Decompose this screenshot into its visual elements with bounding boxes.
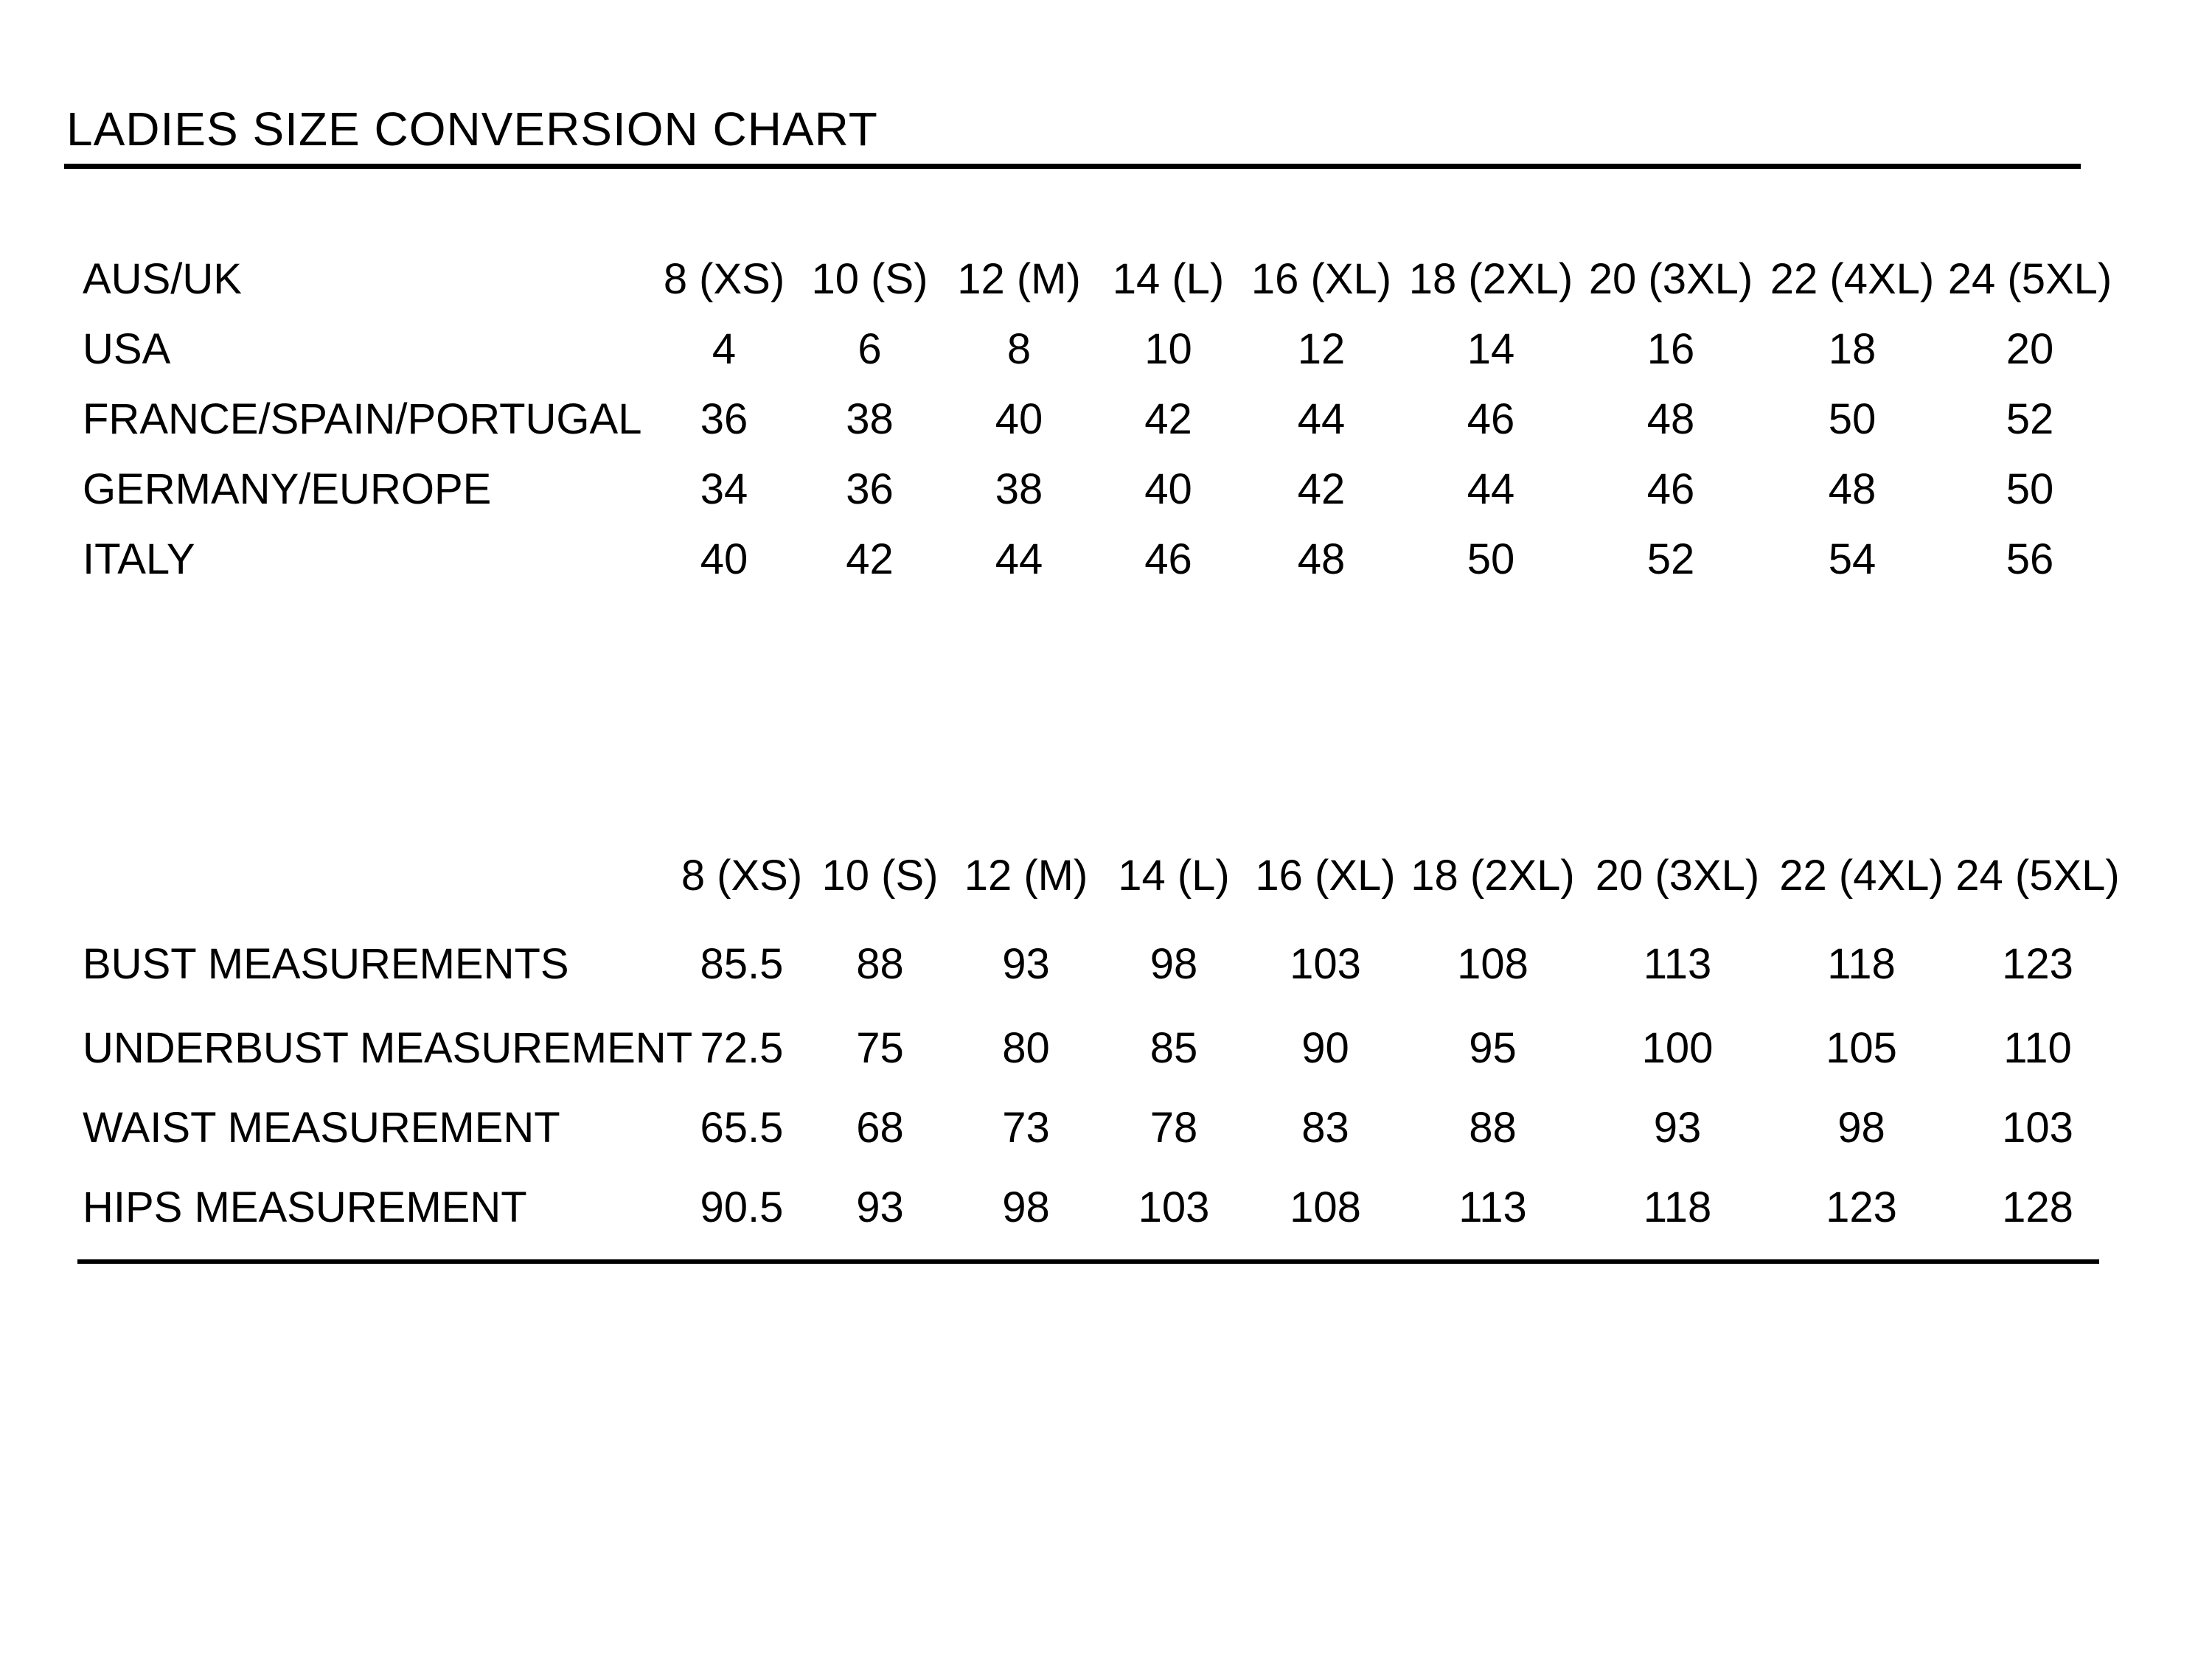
table-cell: 75	[856, 1023, 904, 1072]
table-cell: 123	[1826, 1183, 1897, 1231]
table-row-bust	[83, 919, 2125, 1008]
size-conversion-table	[83, 244, 2118, 594]
table-cell: 90.5	[700, 1183, 784, 1231]
column-header: 20 (3XL)	[1595, 851, 1760, 900]
table-cell: 56	[2006, 535, 2054, 583]
table-cell: 73	[1002, 1103, 1050, 1152]
table-cell: 72.5	[700, 1023, 784, 1072]
table-cell: 48	[1646, 395, 1695, 443]
column-header: 24 (5XL)	[1955, 851, 2120, 900]
table-cell: 80	[1002, 1023, 1050, 1072]
table-cell: 16	[1646, 325, 1695, 373]
column-header: 10 (S)	[821, 851, 939, 900]
table-cell: 40	[700, 535, 748, 583]
table-cell: 18 (2XL)	[1408, 255, 1573, 303]
table-cell: 10	[1144, 325, 1192, 373]
table-cell: 20 (3XL)	[1588, 255, 1753, 303]
row-label: AUS/UK	[83, 255, 242, 303]
table-cell: 103	[1290, 939, 1361, 988]
table-cell: 103	[1138, 1183, 1210, 1231]
table-cell: 16 (XL)	[1251, 255, 1392, 303]
table-cell: 85.5	[700, 939, 784, 988]
table-cell: 42	[846, 535, 894, 583]
table-cell: 123	[2002, 939, 2073, 988]
measurement-table	[83, 831, 2125, 1247]
table-cell: 8 (XS)	[663, 255, 785, 303]
table-cell: 48	[1828, 465, 1877, 513]
table-cell: 14 (L)	[1112, 255, 1225, 303]
table-cell: 83	[1301, 1103, 1349, 1152]
table-row-germany-europe	[83, 454, 2118, 524]
table-cell: 36	[846, 465, 894, 513]
row-label: UNDERBUST MEASUREMENT	[83, 1023, 693, 1072]
row-label: WAIST MEASUREMENT	[83, 1103, 560, 1152]
row-label: FRANCE/SPAIN/PORTUGAL	[83, 395, 642, 443]
page-title: LADIES SIZE CONVERSION CHART	[66, 102, 878, 156]
table-cell: 46	[1467, 395, 1515, 443]
table-cell: 98	[1150, 939, 1198, 988]
table-cell: 12 (M)	[957, 255, 1081, 303]
table-cell: 20	[2006, 325, 2054, 373]
column-header: 22 (4XL)	[1779, 851, 1944, 900]
table-cell: 90	[1301, 1023, 1349, 1072]
row-label: GERMANY/EUROPE	[83, 465, 492, 513]
table-row-aus-uk	[83, 244, 2118, 314]
table-cell: 40	[1144, 465, 1192, 513]
row-label: HIPS MEASUREMENT	[83, 1183, 527, 1231]
column-header: 14 (L)	[1118, 851, 1230, 900]
table-cell: 18	[1828, 325, 1877, 373]
table-cell: 85	[1150, 1023, 1198, 1072]
table-cell: 50	[1828, 395, 1877, 443]
table-row-usa	[83, 314, 2118, 384]
table-cell: 93	[856, 1183, 904, 1231]
table-cell: 88	[856, 939, 904, 988]
table-cell: 34	[700, 465, 748, 513]
row-label: ITALY	[83, 535, 195, 583]
table-cell: 118	[1643, 1183, 1712, 1231]
title-underline	[64, 164, 2081, 169]
table-cell: 78	[1150, 1103, 1198, 1152]
table-cell: 44	[995, 535, 1043, 583]
table-cell: 48	[1297, 535, 1346, 583]
row-label: BUST MEASUREMENTS	[83, 939, 569, 988]
table-cell: 40	[995, 395, 1043, 443]
table-cell: 68	[856, 1103, 904, 1152]
bottom-divider	[77, 1259, 2099, 1264]
table-cell: 103	[2002, 1103, 2073, 1152]
table-cell: 93	[1653, 1103, 1702, 1152]
table-cell: 42	[1297, 465, 1346, 513]
table-cell: 52	[1646, 535, 1695, 583]
table-header-row	[83, 831, 2125, 919]
row-label: USA	[83, 325, 171, 373]
table-cell: 38	[846, 395, 894, 443]
table-cell: 108	[1290, 1183, 1361, 1231]
table-row-italy	[83, 524, 2118, 594]
column-header: 16 (XL)	[1255, 851, 1396, 900]
table-cell: 46	[1144, 535, 1192, 583]
table-cell: 54	[1828, 535, 1877, 583]
table-cell: 46	[1646, 465, 1695, 513]
table-cell: 6	[858, 325, 882, 373]
table-cell: 24 (5XL)	[1947, 255, 2112, 303]
table-row-waist	[83, 1088, 2125, 1167]
table-cell: 22 (4XL)	[1770, 255, 1935, 303]
table-cell: 98	[1002, 1183, 1050, 1231]
table-cell: 10 (S)	[811, 255, 928, 303]
header-spacer	[83, 831, 675, 919]
table-cell: 50	[2006, 465, 2054, 513]
table-cell: 42	[1144, 395, 1192, 443]
table-cell: 52	[2006, 395, 2054, 443]
table-cell: 4	[712, 325, 737, 373]
table-cell: 118	[1827, 939, 1896, 988]
table-cell: 44	[1467, 465, 1515, 513]
table-cell: 65.5	[700, 1103, 784, 1152]
column-header: 18 (2XL)	[1411, 851, 1575, 900]
table-cell: 93	[1002, 939, 1050, 988]
table-cell: 95	[1469, 1023, 1517, 1072]
table-row-hips	[83, 1167, 2125, 1247]
table-cell: 113	[1458, 1183, 1527, 1231]
table-cell: 12	[1297, 325, 1346, 373]
table-cell: 38	[995, 465, 1043, 513]
table-cell: 100	[1641, 1023, 1714, 1072]
table-cell: 113	[1643, 939, 1712, 988]
table-cell: 105	[1826, 1023, 1897, 1072]
table-cell: 36	[700, 395, 748, 443]
table-row-france-spain-portugal	[83, 384, 2118, 454]
table-cell: 50	[1467, 535, 1515, 583]
table-cell: 110	[2003, 1023, 2072, 1072]
table-cell: 88	[1469, 1103, 1517, 1152]
table-cell: 8	[1006, 325, 1032, 373]
table-cell: 14	[1467, 325, 1515, 373]
table-row-underbust	[83, 1008, 2125, 1088]
table-cell: 44	[1297, 395, 1346, 443]
column-header: 8 (XS)	[681, 851, 803, 900]
table-cell: 98	[1837, 1103, 1885, 1152]
column-header: 12 (M)	[964, 851, 1088, 900]
table-cell: 108	[1457, 939, 1528, 988]
table-cell: 128	[2002, 1183, 2073, 1231]
